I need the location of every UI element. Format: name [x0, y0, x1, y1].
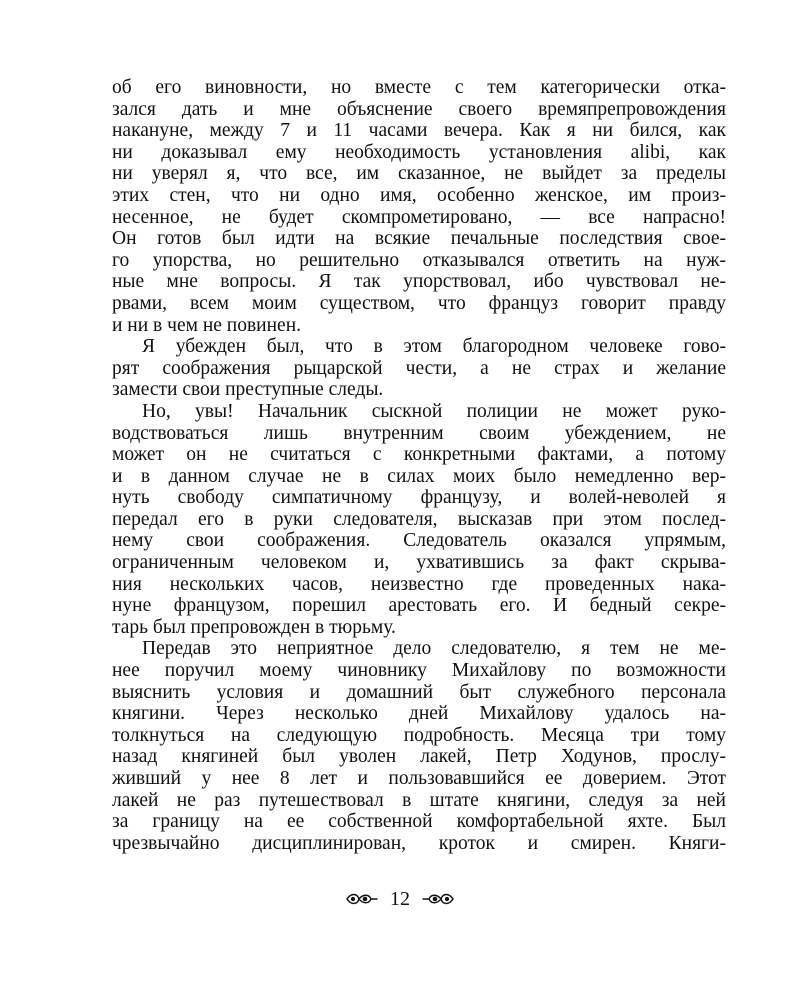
text-line: зался дать и мне объяснение своего времяпрепровождения: [112, 98, 726, 120]
text-line: назад княгиней был уволен лакей, Петр Ходунов, прослу-: [112, 746, 726, 768]
text-line: и ни в чем не повинен.: [112, 314, 302, 336]
text-line: ные мне вопросы. Я так упорствовал, ибо чувствовал не-: [112, 271, 726, 293]
text-line: чрезвычайно дисциплинирован, кроток и смирен. Княги-: [112, 832, 726, 854]
text-line: нуть свободу симпатичному французу, и волей-неволей я: [112, 487, 726, 509]
paragraph-start-line: Но, увы! Начальник сыскной полиции не может руко-: [142, 400, 726, 422]
text-line: толкнуться на следующую подробность. Месяца три тому: [112, 724, 726, 746]
text-line: лакей не раз путешествовал в штате княгини, следуя за ней: [112, 789, 726, 811]
paragraph-start-line: Я убежден был, что в этом благородном человеке гово-: [142, 336, 726, 358]
text-line: может он не считаться с конкретными фактами, а потому: [112, 444, 726, 466]
text-line: этих стен, что ни одно имя, особенно женское, им произ-: [112, 184, 726, 206]
text-line: нее поручил моему чиновнику Михайлову по возможности: [112, 660, 726, 682]
page-footer: [0, 886, 800, 911]
text-line: княгини. Через несколько дней Михайлову удалось на-: [112, 703, 726, 725]
text-line: накануне, между 7 и 11 часами вечера. Как я ни бился, как: [112, 120, 726, 142]
text-line: го упорства, но решительно отказывался ответить на нуж-: [112, 249, 726, 271]
text-line: ограниченным человеком и, ухватившись за факт скрыва-: [112, 552, 726, 574]
text-line: Он готов был идти на всякие печальные последствия свое-: [112, 228, 726, 250]
text-line: выяснить условия и домашний быт служебного персонала: [112, 681, 726, 703]
text-line: ния нескольких часов, неизвестно где проведенных нака-: [112, 573, 726, 595]
text-line: об его виновности, но вместе с тем категорически отка-: [112, 77, 726, 98]
text-line: несенное, не будет скомпрометировано, — все напрасно!: [112, 206, 726, 228]
text-line: рят соображения рыцарской чести, а не страх и желание: [112, 357, 726, 379]
text-line: водствоваться лишь внутренним своим убеждением, не: [112, 422, 726, 444]
ornament-left-icon: [345, 891, 379, 907]
text-line: тарь был препровожден в тюрьму.: [112, 616, 396, 638]
text-line: и в данном случае не в силах моих было немедленно вер-: [112, 465, 726, 487]
text-line: за границу на ее собственной комфортабельной яхте. Был: [112, 811, 726, 833]
text-line: замести свои преступные следы.: [112, 379, 384, 401]
text-line: ни уверял я, что все, им сказанное, не выйдет за пределы: [112, 163, 726, 185]
text-line: живший у нее 8 лет и пользовавшийся ее доверием. Этот: [112, 768, 726, 789]
page-number: 12: [390, 888, 410, 911]
text-line: рвами, всем моим существом, что француз говорит правду: [112, 292, 726, 314]
text-line: нему свои соображения. Следователь оказался упрямым,: [112, 530, 726, 552]
text-line: ни доказывал ему необходимость установления alibi, как: [112, 141, 726, 163]
page-body: [112, 77, 726, 854]
ornament-right-icon: [421, 891, 455, 907]
paragraph-start-line: Передав это неприятное дело следователю, я тем не ме-: [142, 638, 726, 660]
text-line: передал его в руки следователя, высказав при этом послед-: [112, 508, 726, 530]
text-line: нуне французом, порешил арестовать его. И бедный секре-: [112, 595, 726, 617]
